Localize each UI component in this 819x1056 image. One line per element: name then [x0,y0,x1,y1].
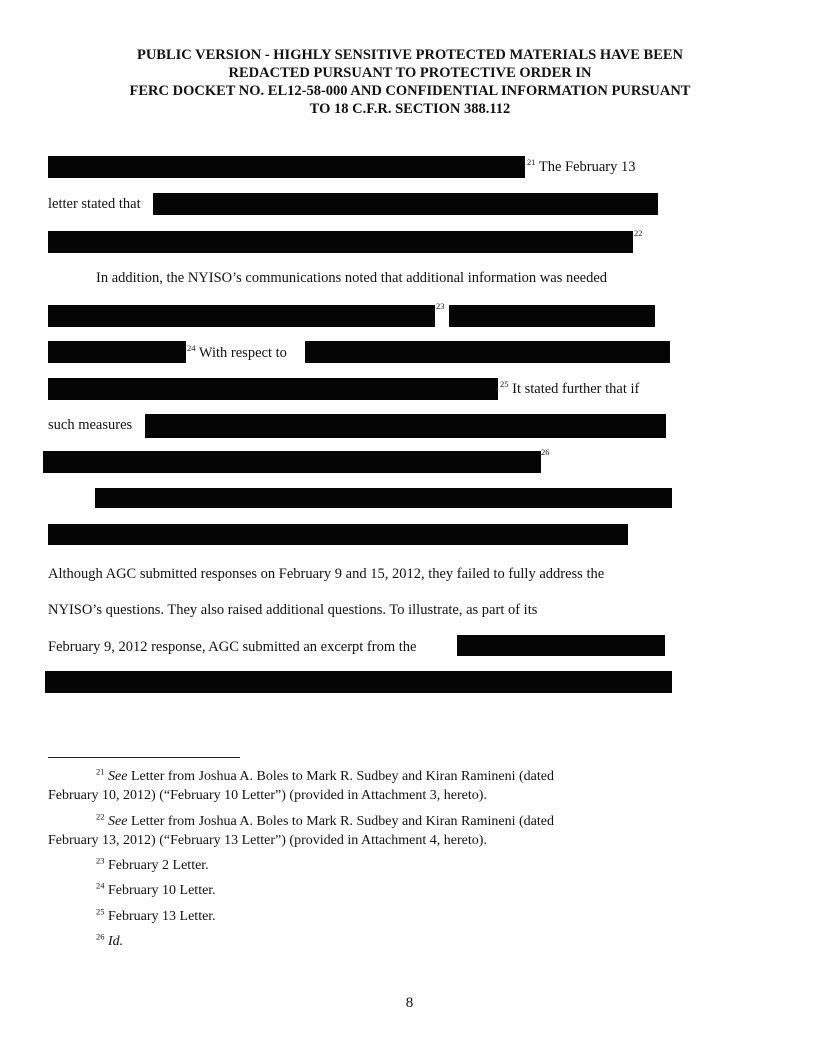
footnote-24 [96,881,216,900]
redaction-block [95,488,672,508]
body-line-12: February 9, 2012 response, AGC submitted an excerpt from the [48,639,417,655]
footnote-text: Letter from Joshua A. Boles to Mark R. Sudbey and Kiran Ramineni (dated [130,769,554,784]
header-line-4: TO 18 C.F.R. SECTION 388.112 [309,101,511,117]
body-line-11: NYISO’s questions. They also raised additional questions. To illustrate, as part of its [48,602,538,618]
redaction-block [48,341,186,363]
redaction-block [48,378,498,400]
redaction-block [305,341,670,363]
redaction-block [145,414,666,438]
redaction-block [48,231,633,253]
header-line-3: FERC DOCKET NO. EL12-58-000 AND CONFIDENTIAL INFORMATION PURSUANT [129,83,691,99]
footnote-text: Letter from Joshua A. Boles to Mark R. Sudbey and Kiran Ramineni (dated [130,814,554,829]
footnote-21-cont: February 10, 2012) (“February 10 Letter”) (provided in Attachment 3, hereto). [48,788,487,803]
body-line-6 [187,344,287,362]
redaction-block [449,305,655,327]
body-text: With respect to [198,345,287,361]
footnote-ref: 22 [634,228,643,239]
body-line-4: In addition, the NYISO’s communications noted that additional information was needed [96,270,608,286]
footnote-number: 22 [96,811,105,822]
footnote-ref: 25 [500,379,509,390]
footnote-separator [48,757,240,758]
footnote-ref: 21 [527,157,536,168]
redaction-block [48,156,525,178]
body-line-2: letter stated that [48,196,141,212]
page-number: 8 [405,995,414,1011]
footnote-text: February 13 Letter. [108,909,216,924]
header-line-1: PUBLIC VERSION - HIGHLY SENSITIVE PROTECTED MATERIALS HAVE BEEN [136,47,684,63]
footnote-23 [96,856,209,875]
header-line-2: REDACTED PURSUANT TO PROTECTIVE ORDER IN [228,65,592,81]
signal-word: See [108,769,128,784]
footnote-ref: 23 [436,301,445,312]
signal-word: See [108,814,128,829]
footnote-number: 25 [96,906,105,917]
footnote-22-cont: February 13, 2012) (“February 13 Letter”) (provided in Attachment 4, hereto). [48,833,487,848]
footnote-number: 23 [96,855,105,866]
footnote-number: 21 [96,766,105,777]
redaction-block [457,635,665,656]
body-text: The February 13 [538,159,636,175]
footnote-21 [96,767,554,786]
redaction-block [153,193,658,215]
footnote-ref: 24 [187,343,196,354]
redaction-block [45,671,672,693]
body-line-9 [541,448,550,466]
redaction-block [48,524,628,545]
footnote-text: February 10 Letter. [108,883,216,898]
footnote-22 [96,812,554,831]
footnote-number: 24 [96,880,105,891]
footnote-text: February 2 Letter. [108,858,209,873]
redaction-block [48,305,435,327]
footnote-text: Id. [108,934,124,949]
body-line-7 [500,380,639,398]
protective-order-header [40,46,780,118]
body-line-5 [436,302,445,320]
body-line-1 [527,158,636,176]
body-text: It stated further that if [512,381,640,397]
redaction-block [43,451,541,473]
footnote-number: 26 [96,931,105,942]
footnote-ref: 26 [541,447,550,458]
footnote-25 [96,907,216,926]
body-line-8: such measures [48,417,133,433]
body-line-10: Although AGC submitted responses on February 9 and 15, 2012, they failed to fully address the [48,566,605,582]
footnote-26 [96,932,123,951]
body-line-3 [634,229,643,247]
